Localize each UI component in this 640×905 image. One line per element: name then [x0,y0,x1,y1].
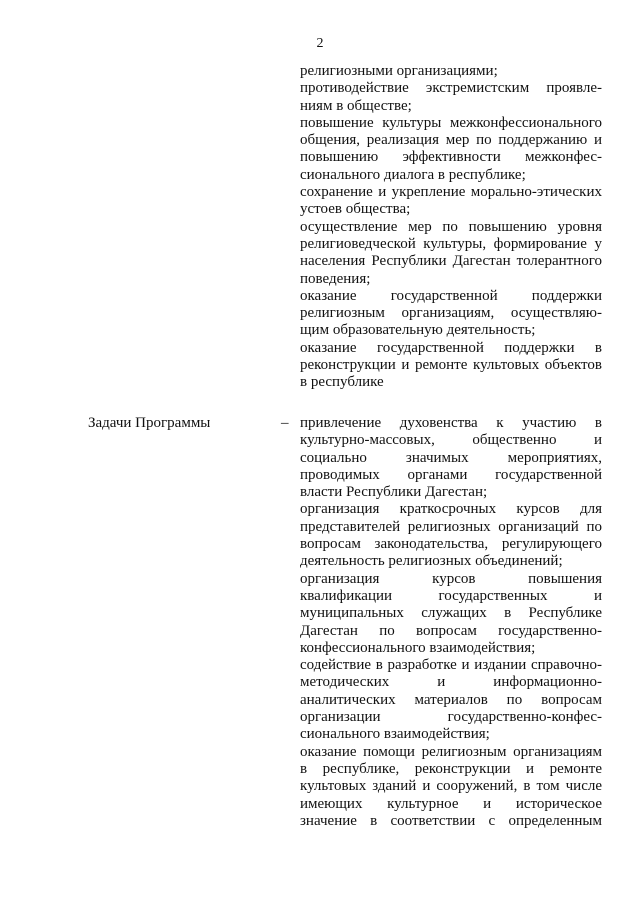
text-line: реконструкции и ремонте культовых объектов [300,357,602,374]
text-line: власти Республики Дагестан; [300,484,488,501]
text-line: конфессионального взаимодействия; [300,639,536,656]
text-line: осуществление мер по повышению уровня [300,218,602,235]
text-line: привлечение духовенства к участию в [300,415,602,431]
text-line: Дагестан по вопросам государственно- [300,622,602,639]
text-line: содействие в разработке и издании справочно- [300,657,602,674]
text-line: сионального взаимодействия; [300,726,490,743]
program-goals-continued [300,63,602,392]
text-line: культовых зданий и сооружений, в том числе [300,778,602,795]
text-line: культурно-массовых, общественно и [300,432,602,449]
text-line: муниципальных служащих в Республике [300,605,602,622]
text-line: организации государственно-конфес- [300,709,602,726]
text-line: религиозными организациями; [300,63,498,79]
text-line: проводимых органами государственной [300,466,602,483]
text-line: имеющих культурное и историческое [300,795,602,812]
text-line: щим образовательную деятельность; [300,322,536,339]
text-line: сионального диалога в республике; [300,166,526,183]
text-line: методических и информационно- [300,674,602,691]
text-line: в республике, реконструкции и ремонте [300,760,602,777]
program-tasks-list [300,415,602,830]
text-line: устоев общества; [300,201,411,218]
text-line: в республике [300,374,384,391]
text-line: оказание помощи религиозным организациям [300,743,602,760]
text-line: противодействие экстремистским проявле- [300,80,602,97]
text-line: организация краткосрочных курсов для [300,501,602,518]
text-line: населения Республики Дагестан толерантного [300,253,602,270]
tasks-section-label: Задачи Программы [88,415,211,431]
text-line: социально значимых мероприятиях, [300,449,602,466]
text-line: повышение культуры межконфессионального [300,114,602,131]
text-line: значение в соответствии с определенным [300,812,602,829]
tasks-section-dash: – [281,415,289,431]
page-number: 2 [316,36,324,51]
text-line: организация курсов повышения [300,570,602,587]
text-line: оказание государственной поддержки [300,287,602,304]
text-line: поведения; [300,270,371,287]
text-line: аналитических материалов по вопросам [300,691,602,708]
text-line: деятельность религиозных объединений; [300,553,563,570]
text-line: вопросам законодательства, регулирующего [300,536,602,553]
text-line: квалификации государственных и [300,587,602,604]
text-line: оказание государственной поддержки в [300,339,602,356]
text-line: религиоведческой культуры, формирование у [300,235,602,252]
text-line: ниям в обществе; [300,97,412,114]
text-line: представителей религиозных организаций по [300,518,602,535]
text-line: религиозным организациям, осуществляю- [300,305,602,322]
text-line: сохранение и укрепление морально-этических [300,184,602,201]
text-line: общения, реализация мер по поддержанию и [300,132,602,149]
text-line: повышению эффективности межконфес- [300,149,602,166]
